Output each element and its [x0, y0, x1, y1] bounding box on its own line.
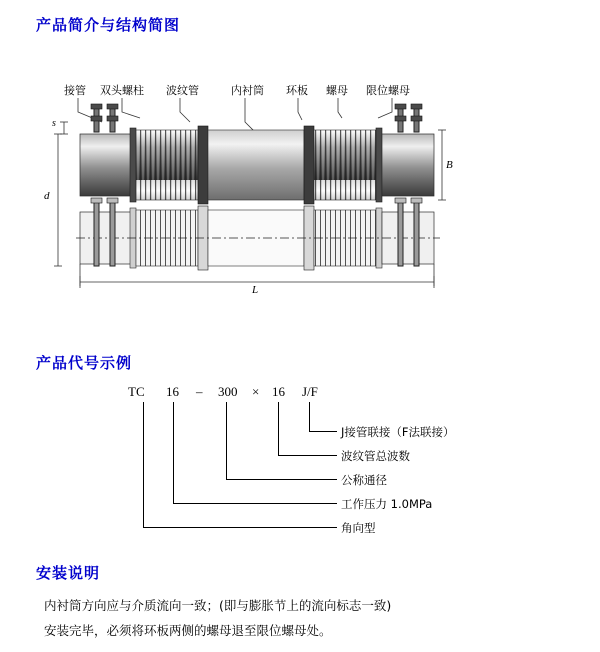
section-title-code: 产品代号示例 — [36, 355, 133, 372]
code-desc-1: 波纹管总波数 — [341, 449, 410, 463]
code-token-5: 16 — [272, 384, 285, 399]
code-leader-2-v — [226, 402, 227, 480]
code-leader-0-h — [309, 431, 337, 432]
code-token-0: TC — [128, 384, 145, 399]
callout-label-0: 接管 — [64, 84, 86, 97]
callout-label-6: 限位螺母 — [366, 84, 410, 97]
code-leader-1-h — [278, 455, 337, 456]
code-leader-2-h — [226, 479, 337, 480]
structure-diagram — [44, 60, 550, 300]
section-title-intro: 产品简介与结构简图 — [36, 17, 181, 34]
dimension-label-B: B — [446, 159, 453, 171]
install-note-0: 内衬筒方向应与介质流向一致；(即与膨胀节上的流向标志一致) — [44, 598, 392, 613]
code-leader-4-h — [143, 527, 337, 528]
code-leader-4-v — [143, 402, 144, 528]
callout-label-5: 螺母 — [326, 84, 348, 97]
code-desc-3: 工作压力 1.0MPa — [341, 497, 433, 511]
code-leader-1-v — [278, 402, 279, 456]
dimension-label-d: d — [44, 190, 50, 202]
dimension-label-s: s — [52, 118, 56, 129]
code-token-4: × — [252, 384, 260, 399]
code-desc-4: 角向型 — [341, 521, 376, 535]
code-token-6: J/F — [302, 384, 318, 399]
install-note-1: 安装完毕，必须将环板两侧的螺母退至限位螺母处。 — [44, 623, 332, 638]
code-token-3: 300 — [218, 384, 238, 399]
code-leader-3-v — [173, 402, 174, 504]
dimension-label-L: L — [252, 284, 259, 296]
callout-label-3: 内衬筒 — [231, 84, 264, 97]
code-desc-2: 公称通径 — [341, 473, 387, 487]
code-leader-0-v — [309, 402, 310, 432]
code-leader-3-h — [173, 503, 337, 504]
section-title-install: 安装说明 — [36, 565, 101, 582]
code-token-2: – — [196, 384, 203, 399]
callout-label-4: 环板 — [286, 84, 308, 97]
code-token-1: 16 — [166, 384, 179, 399]
install-notes — [44, 596, 564, 646]
callout-label-2: 波纹管 — [166, 84, 199, 97]
product-code-diagram — [0, 378, 600, 538]
code-desc-0: J接管联接（F法联接） — [341, 425, 455, 439]
callout-label-1: 双头螺柱 — [100, 84, 144, 97]
